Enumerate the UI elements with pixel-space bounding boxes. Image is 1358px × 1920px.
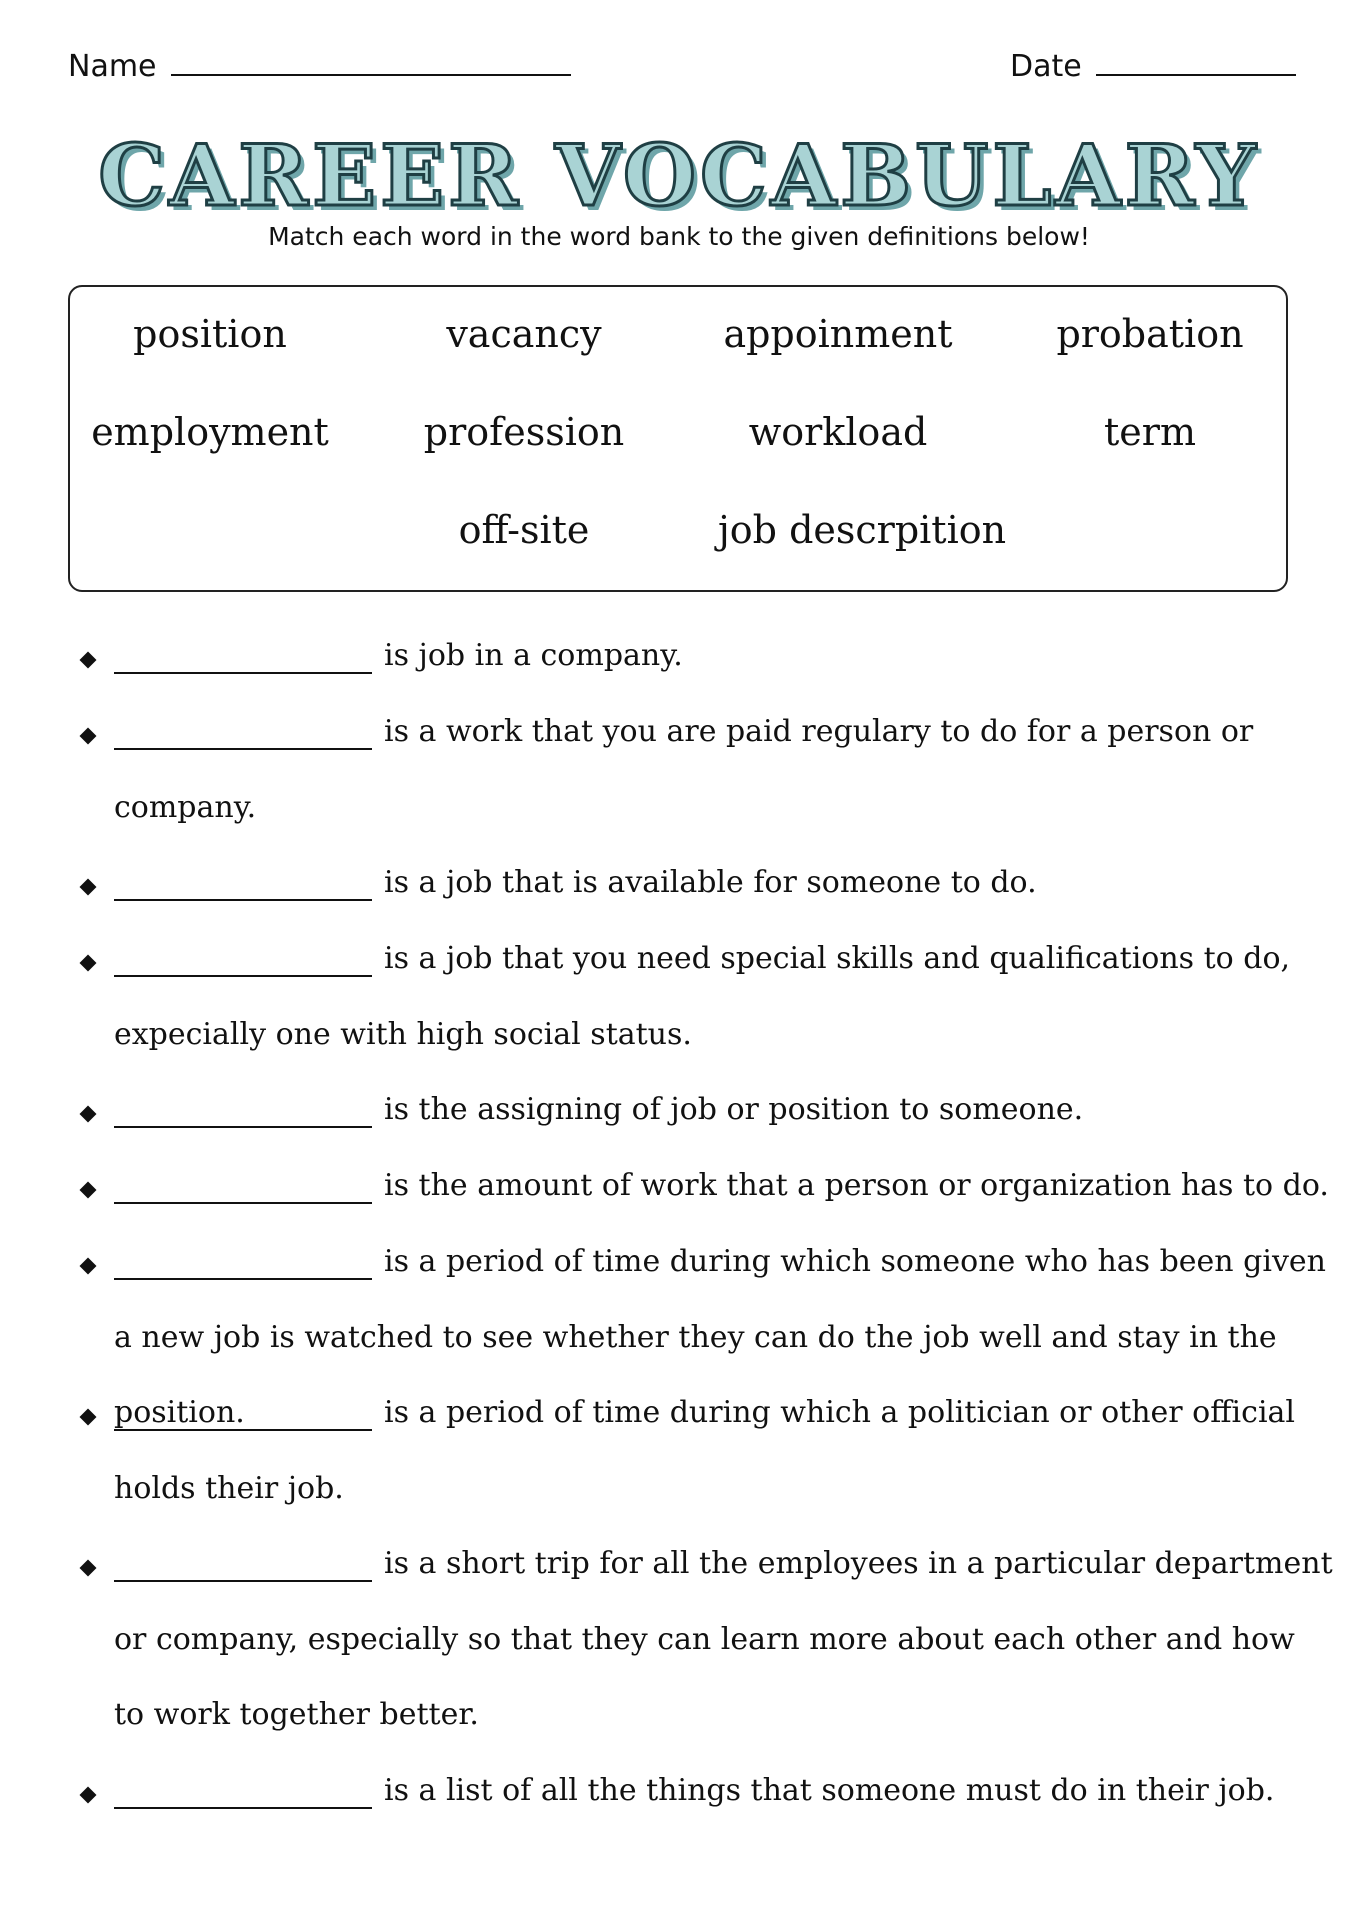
definition-text: is a short trip for all the employees in a particular department or company, especially so that they can learn more about each other and how to work together better. <box>114 1546 1333 1732</box>
diamond-bullet-icon <box>80 652 97 669</box>
word-bank <box>68 285 1288 592</box>
definition-text: is the amount of work that a person or organization has to do. <box>384 1168 1329 1203</box>
diamond-bullet-icon <box>80 1106 97 1123</box>
date-field <box>1010 46 1296 87</box>
definition-text: is a list of all the things that someone must do in their job. <box>384 1773 1275 1808</box>
definition-text: is a period of time during which a politician or other official holds their job. <box>114 1395 1296 1506</box>
word-bank-item: probation <box>1056 312 1244 356</box>
diamond-bullet-icon <box>80 1787 97 1804</box>
definition-text: is a job that is available for someone to do. <box>384 865 1037 900</box>
word-bank-item: term <box>1104 410 1196 454</box>
word-bank-item: profession <box>423 410 625 454</box>
diamond-bullet-icon <box>80 1258 97 1275</box>
definition-text: is a job that you need special skills and qualifications to do, expecially one with high social status. <box>114 941 1291 1052</box>
name-field <box>68 46 571 87</box>
page-title: CAREER VOCABULARY <box>98 126 1260 225</box>
word-bank-item: vacancy <box>446 312 602 356</box>
name-blank[interactable] <box>171 46 571 76</box>
date-label: Date <box>1010 49 1082 84</box>
date-blank[interactable] <box>1096 46 1296 76</box>
word-bank-item: workload <box>748 410 928 454</box>
word-bank-item: job descrpition <box>718 508 1007 552</box>
word-bank-item: position <box>133 312 287 356</box>
definition-text: is a period of time during which someone who has been given a new job is watched to see whether they can do the job well and stay in the position. <box>114 1244 1326 1430</box>
name-label: Name <box>68 49 157 84</box>
definition-text: is a work that you are paid regulary to do for a person or company. <box>114 714 1254 825</box>
diamond-bullet-icon <box>80 955 97 972</box>
word-bank-item: off-site <box>458 508 590 552</box>
diamond-bullet-icon <box>80 728 97 745</box>
word-bank-item: appoinment <box>723 312 953 356</box>
diamond-bullet-icon <box>80 1409 97 1426</box>
diamond-bullet-icon <box>80 1560 97 1577</box>
diamond-bullet-icon <box>80 1182 97 1199</box>
instructions: Match each word in the word bank to the given definitions below! <box>268 222 1090 251</box>
definition-text: is the assigning of job or position to someone. <box>384 1092 1084 1127</box>
definition-text: is job in a company. <box>384 638 683 673</box>
diamond-bullet-icon <box>80 879 97 896</box>
word-bank-item: employment <box>91 410 329 454</box>
